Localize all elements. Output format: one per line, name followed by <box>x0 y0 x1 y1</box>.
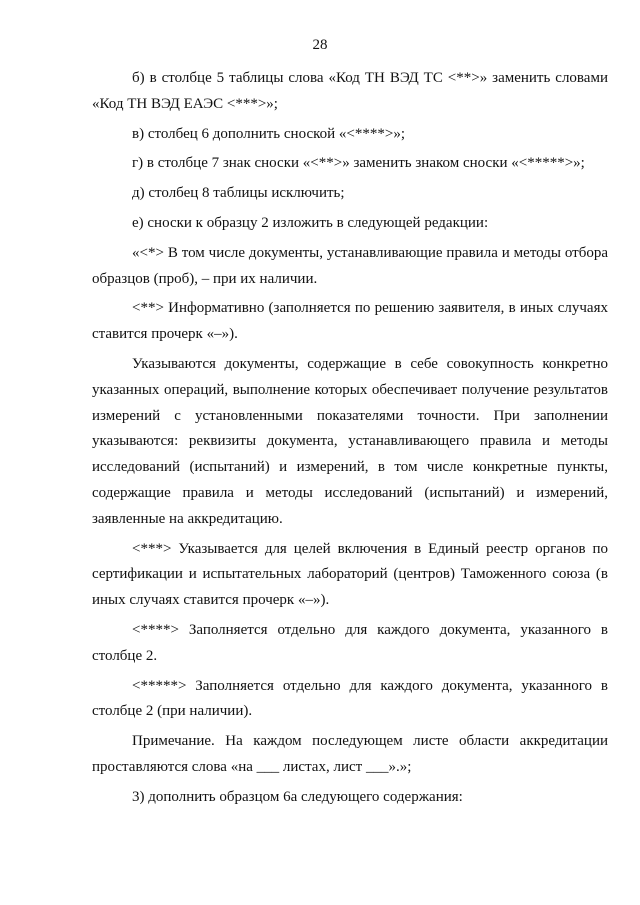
footnote-1: «<*> В том числе документы, устанавливающие правила и методы отбора образцов (проб), – при их наличии. <box>92 244 608 287</box>
footnote-2-explanation: Указываются документы, содержащие в себе совокупность конкретно указанных операций, выполнение которых обеспечивает получение результатов измерений с установленными показателями точности. При заполнении указываются: реквизиты документа, устанавливающего правила и методы исследований (испытаний) и измерений, в том числе конкретные пункты, содержащие правила и методы исследований (испытаний) и измерений, заявленные на аккредитацию. <box>92 355 608 527</box>
footnote-3: <***> Указывается для целей включения в Единый реестр органов по сертификации и испытательных лабораторий (центров) Таможенного союза (в иных случаях ставится прочерк «–»). <box>92 540 608 609</box>
footnote-2: <**> Информативно (заполняется по решению заявителя, в иных случаях ставится прочерк «–»). <box>92 300 608 343</box>
paragraph-e-footnotes-intro: е) сноски к образцу 2 изложить в следующей редакции: <box>132 214 489 231</box>
document-body <box>92 66 608 815</box>
paragraph-b-column-5: б) в столбце 5 таблицы слова «Код ТН ВЭД ТС <**>» заменить словами «Код ТН ВЭД ЕАЭС <***>»; <box>92 70 608 112</box>
note-paragraph: Примечание. На каждом последующем листе области аккредитации проставляются слова «на ___ листах, лист ___».»; <box>92 733 608 775</box>
paragraph-g-column-7: г) в столбце 7 знак сноски «<**>» заменить знаком сноски «<*****>»; <box>132 155 585 172</box>
paragraph-3-add-form-6a: 3) дополнить образцом 6а следующего содержания: <box>132 788 463 805</box>
footnote-4: <****> Заполняется отдельно для каждого документа, указанного в столбце 2. <box>92 621 608 664</box>
paragraph-d-column-8: д) столбец 8 таблицы исключить; <box>132 185 345 202</box>
footnote-5: <*****> Заполняется отдельно для каждого документа, указанного в столбце 2 (при наличии). <box>92 677 608 720</box>
paragraph-v-column-6: в) столбец 6 дополнить сноской «<****>»; <box>132 125 406 142</box>
page-number: 28 <box>312 37 328 53</box>
